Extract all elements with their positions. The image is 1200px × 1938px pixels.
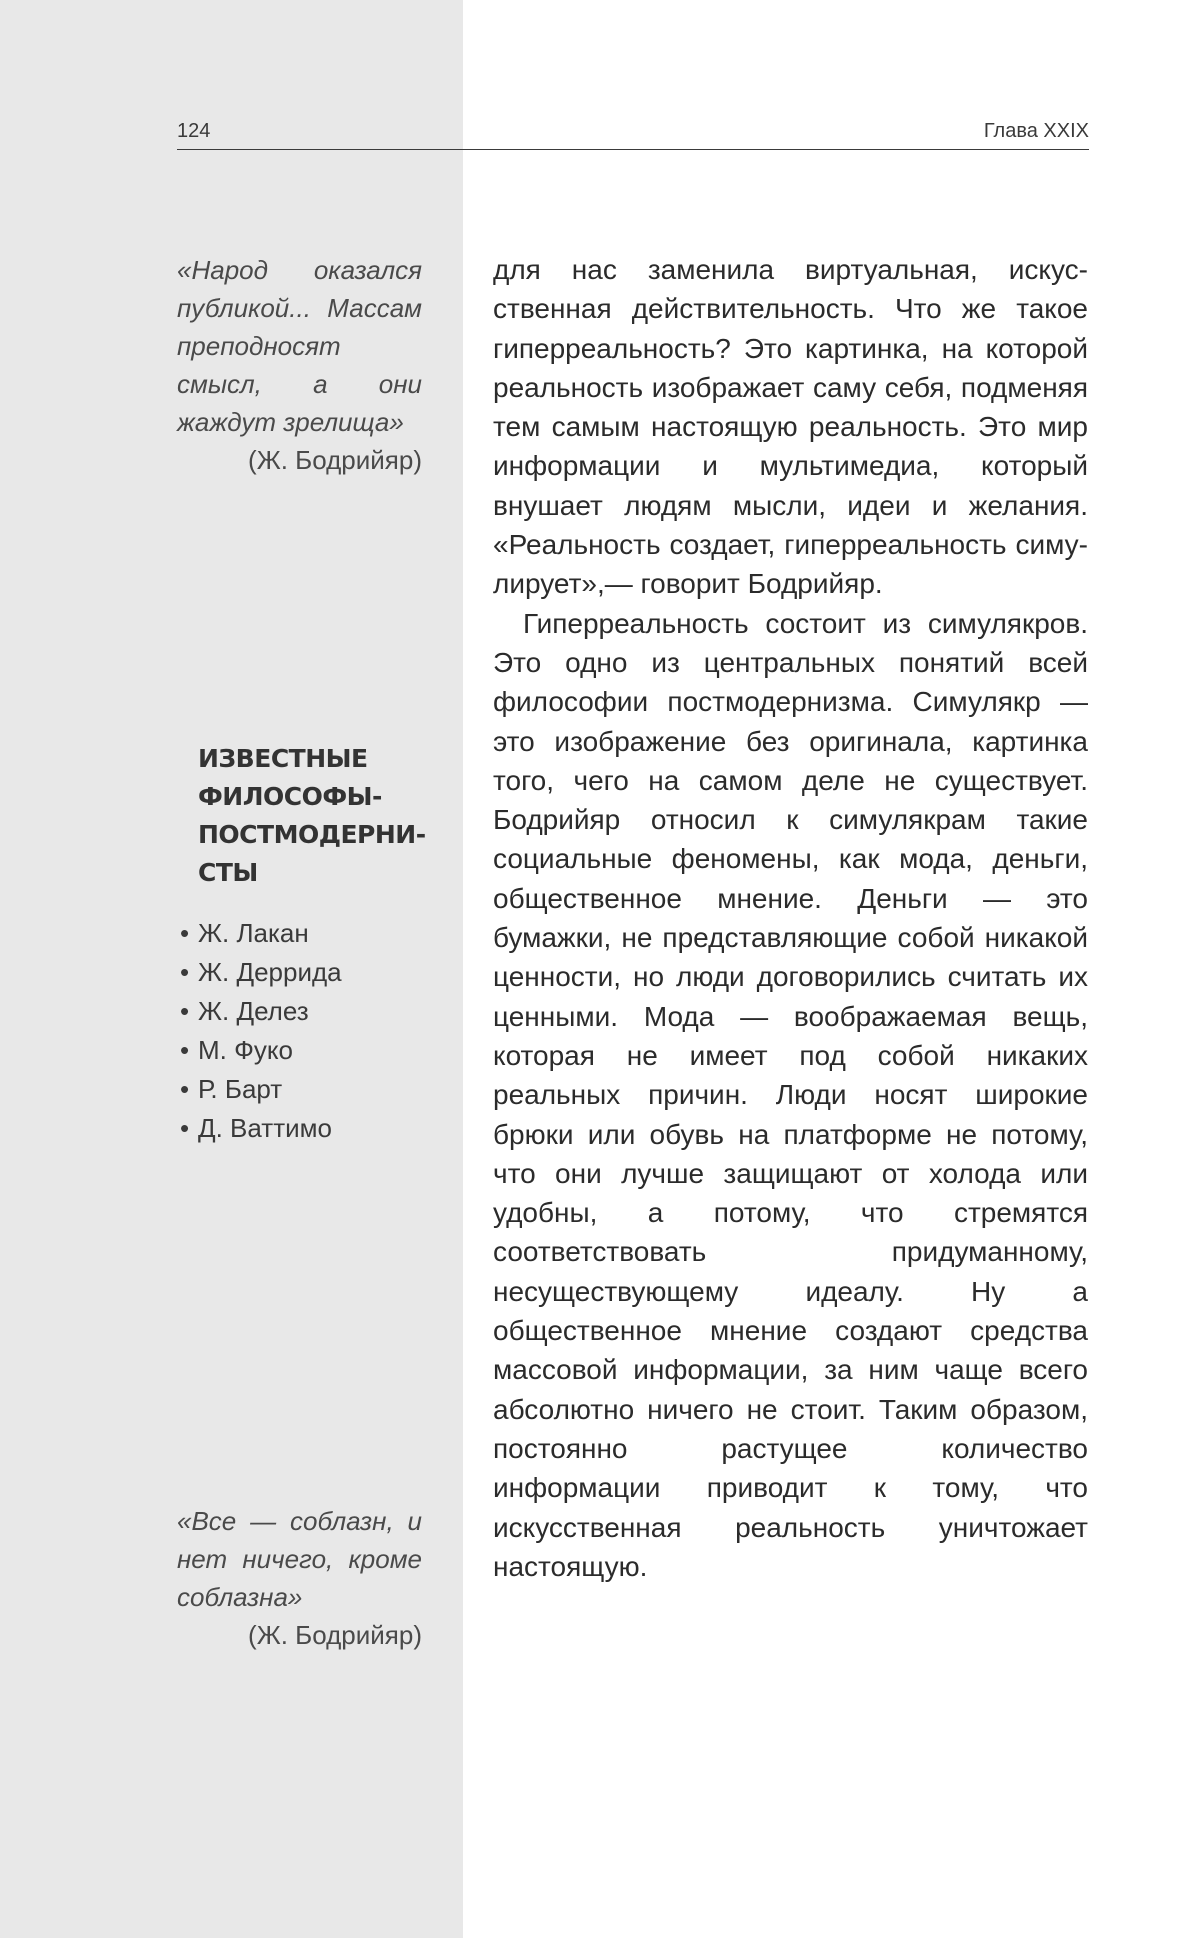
page-number: 124 — [177, 120, 211, 142]
philosopher-name: Ж. Делез — [198, 996, 309, 1026]
quote-author: (Ж. Бодрийяр) — [248, 445, 422, 475]
page-header — [177, 117, 1089, 150]
list-item — [180, 1109, 438, 1148]
philosopher-name: Д. Ваттимо — [198, 1113, 332, 1143]
quote-text: «Все — соблазн, и нет ничего, кроме соблазна» — [177, 1506, 422, 1612]
bullet-icon: • — [180, 957, 190, 987]
philosopher-name: Ж. Деррида — [198, 957, 342, 987]
bullet-icon: • — [180, 996, 190, 1026]
philosopher-name: Ж. Лакан — [198, 918, 309, 948]
philosopher-name: М. Фуко — [198, 1035, 293, 1065]
list-item — [180, 992, 438, 1031]
philosopher-name: Р. Барт — [198, 1074, 283, 1104]
quote-author: (Ж. Бодрийяр) — [248, 1620, 422, 1650]
list-item — [180, 953, 438, 992]
paragraph: Гиперреальность состоит из симулякров. Это одно из центральных понятий всей философии постмодернизма. Симулякр — это изображение без оригинала, картинка того, чего на самом деле не существует. Бодрийяр относил к симулякрам такие социальные феномены, как мода, деньги, общественное мнение. Деньги — это бумажки, не представляющие собой никакой ценности, но люди договорились считать их ценными. Мода — воображаемая вещь, которая не имеет под собой никаких реальных причин. Люди носят широкие брюки или обувь на платформе не потому, что они лучше защищают от холода или удобны, а потому, что стремятся соответствовать придуманному, несуществующему идеалу. Ну а общественное мнение создают средства массовой информации, за ним чаще всего абсолютно ничего не стоит. Таким образом, постоянно растущее количество информации приводит к тому, что искусственная реальность уничтожает настоящую. — [493, 607, 1088, 1582]
list-item — [180, 914, 438, 953]
bullet-icon: • — [180, 1035, 190, 1065]
main-text-column — [493, 250, 1088, 1586]
list-item — [180, 1070, 438, 1109]
paragraph: для нас заменила виртуальная, искусственная действительность. Что же такое гиперреальность? Это картинка, на которой реальность изображает саму себя, подменяя тем самым настоящую реальность. Это мир информации и мультимедиа, который внушает людям мысли, идеи и желания. «Реальность создает, гиперреальность симулирует»,— говорит Бодрийяр. — [493, 254, 1088, 600]
philosophers-heading: ИЗВЕСТНЫЕ ФИЛОСОФЫ-ПОСТМОДЕРНИСТЫ — [198, 744, 427, 887]
philosophers-box — [180, 740, 438, 1148]
bullet-icon: • — [180, 1074, 190, 1104]
philosophers-list — [180, 914, 438, 1148]
list-item — [180, 1031, 438, 1070]
sidebar-quote-bottom — [177, 1502, 422, 1654]
bullet-icon: • — [180, 1113, 190, 1143]
sidebar-quote-top — [177, 251, 422, 479]
chapter-title: Глава XXIX — [983, 120, 1089, 142]
quote-text: «Народ оказался публикой... Массам преподносят смысл, а они жаждут зрелища» — [177, 255, 422, 437]
bullet-icon: • — [180, 918, 190, 948]
